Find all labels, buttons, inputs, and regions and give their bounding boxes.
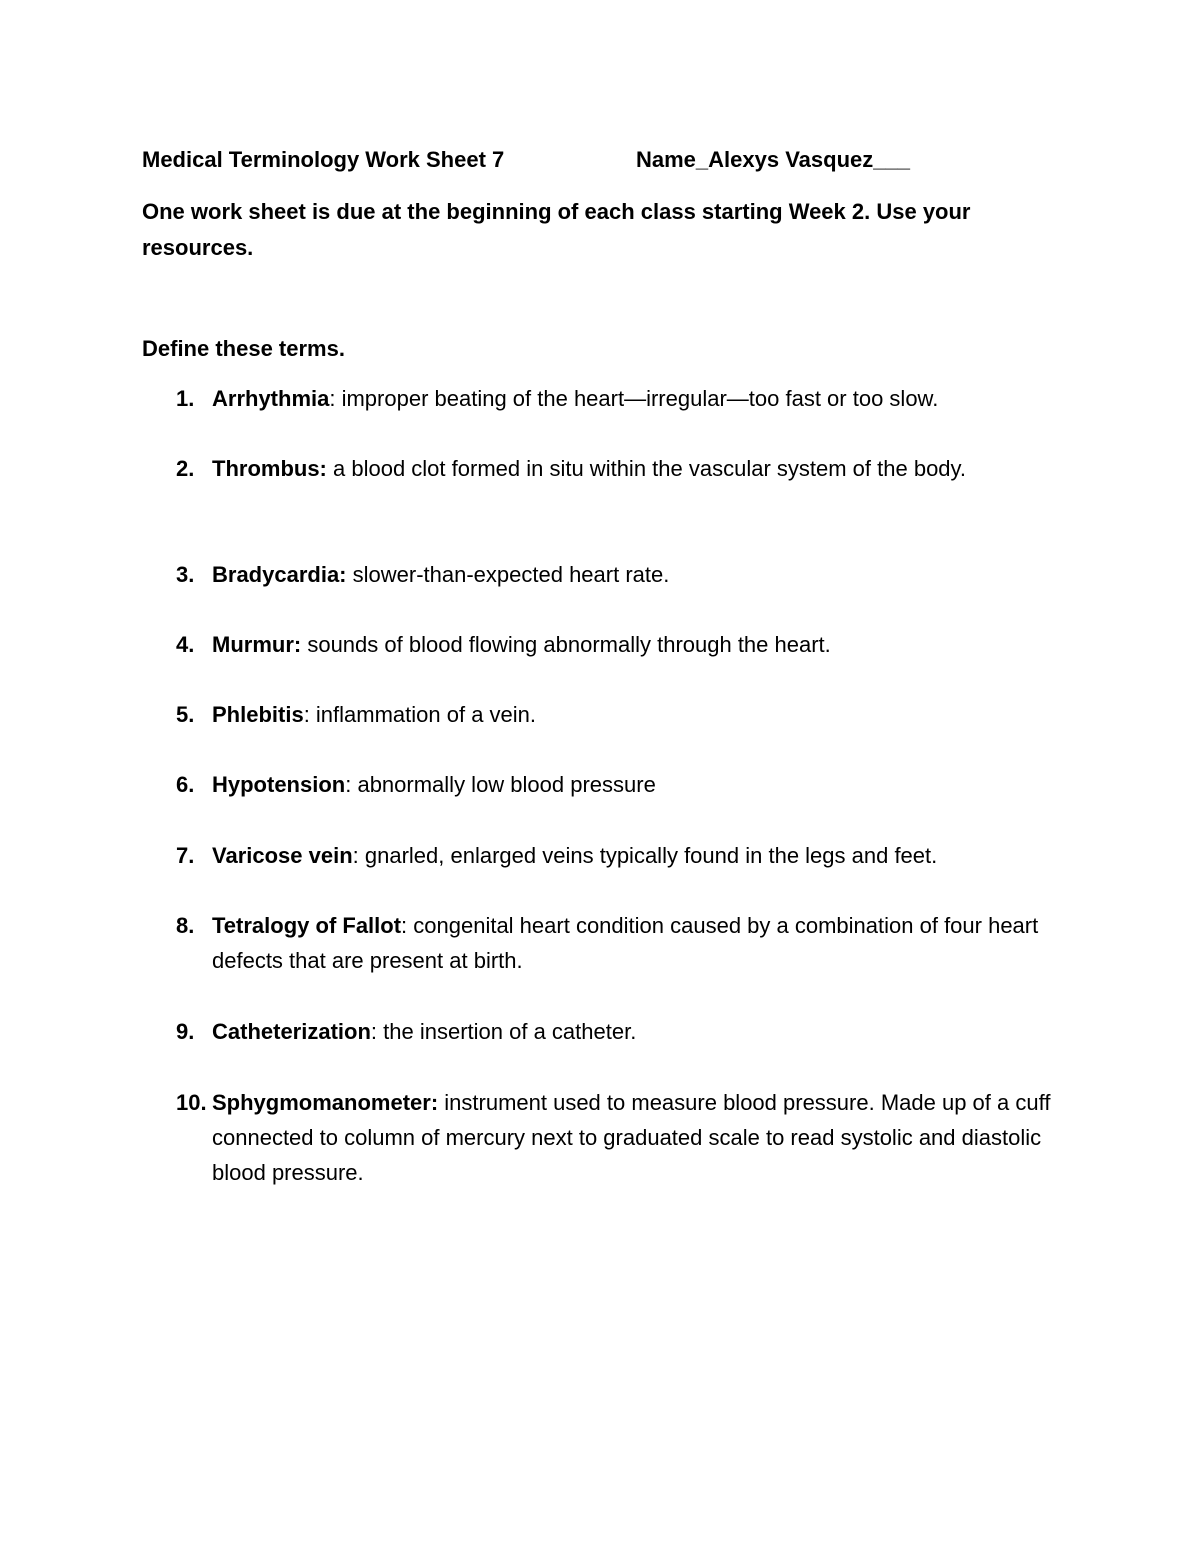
term-item bbox=[176, 838, 1056, 873]
term-word: Murmur: bbox=[212, 632, 302, 657]
term-word: Bradycardia: bbox=[212, 562, 347, 587]
term-body bbox=[212, 908, 1056, 978]
term-body bbox=[212, 838, 1056, 873]
term-definition: a blood clot formed in situ within the vascular system of the body. bbox=[326, 456, 967, 481]
term-number: 1. bbox=[176, 386, 195, 411]
term-item bbox=[176, 697, 1056, 732]
term-item bbox=[176, 908, 1056, 978]
term-definition: : congenital heart condition caused by a combination of four heart defects that are present at birth. bbox=[212, 913, 1039, 973]
term-number: 7. bbox=[176, 843, 195, 868]
term-body bbox=[212, 1014, 1056, 1049]
term-word: Varicose vein bbox=[212, 843, 353, 868]
term-definition: sounds of blood flowing abnormally through the heart. bbox=[301, 632, 831, 657]
term-word: Catheterization bbox=[212, 1019, 371, 1044]
term-body bbox=[212, 451, 1056, 486]
term-definition: : improper beating of the heart—irregular—too fast or too slow. bbox=[329, 386, 939, 411]
term-body bbox=[212, 1085, 1056, 1190]
term-item bbox=[176, 627, 1056, 662]
term-definition: slower-than-expected heart rate. bbox=[346, 562, 670, 587]
term-number: 6. bbox=[176, 772, 195, 797]
worksheet-title: Medical Terminology Work Sheet 7 bbox=[142, 147, 505, 172]
term-item bbox=[176, 451, 1056, 486]
term-item bbox=[176, 767, 1056, 802]
term-item bbox=[176, 557, 1056, 592]
term-definition: : abnormally low blood pressure bbox=[345, 772, 656, 797]
term-word: Phlebitis bbox=[212, 702, 304, 727]
term-number: 4. bbox=[176, 632, 195, 657]
term-word: Sphygmomanometer: bbox=[212, 1090, 439, 1115]
term-definition: : gnarled, enlarged veins typically found in the legs and feet. bbox=[352, 843, 938, 868]
term-body bbox=[212, 381, 1056, 416]
student-name-field: Name_Alexys Vasquez___ bbox=[636, 147, 910, 172]
term-word: Thrombus: bbox=[212, 456, 327, 481]
term-body bbox=[212, 557, 1056, 592]
term-word: Arrhythmia bbox=[212, 386, 330, 411]
term-body bbox=[212, 627, 1056, 662]
term-word: Tetralogy of Fallot bbox=[212, 913, 402, 938]
term-word: Hypotension bbox=[212, 772, 346, 797]
term-body bbox=[212, 697, 1056, 732]
term-body bbox=[212, 767, 1056, 802]
instructions-text: One work sheet is due at the beginning of each class starting Week 2. Use your resources. bbox=[142, 199, 971, 260]
term-number: 10. bbox=[176, 1090, 207, 1115]
term-definition: : inflammation of a vein. bbox=[303, 702, 537, 727]
term-number: 5. bbox=[176, 702, 195, 727]
term-item bbox=[176, 1014, 1056, 1049]
term-definition: : the insertion of a catheter. bbox=[370, 1019, 637, 1044]
term-number: 3. bbox=[176, 562, 195, 587]
term-item bbox=[176, 1085, 1056, 1190]
term-number: 2. bbox=[176, 456, 195, 481]
term-number: 9. bbox=[176, 1019, 195, 1044]
term-item bbox=[176, 381, 1056, 416]
worksheet-header bbox=[142, 143, 1062, 177]
term-definition: instrument used to measure blood pressure. Made up of a cuff connected to column of mercury next to graduated scale to read systolic and diastolic blood pressure. bbox=[212, 1090, 1051, 1185]
define-prompt: Define these terms. bbox=[142, 336, 345, 361]
term-number: 8. bbox=[176, 913, 195, 938]
